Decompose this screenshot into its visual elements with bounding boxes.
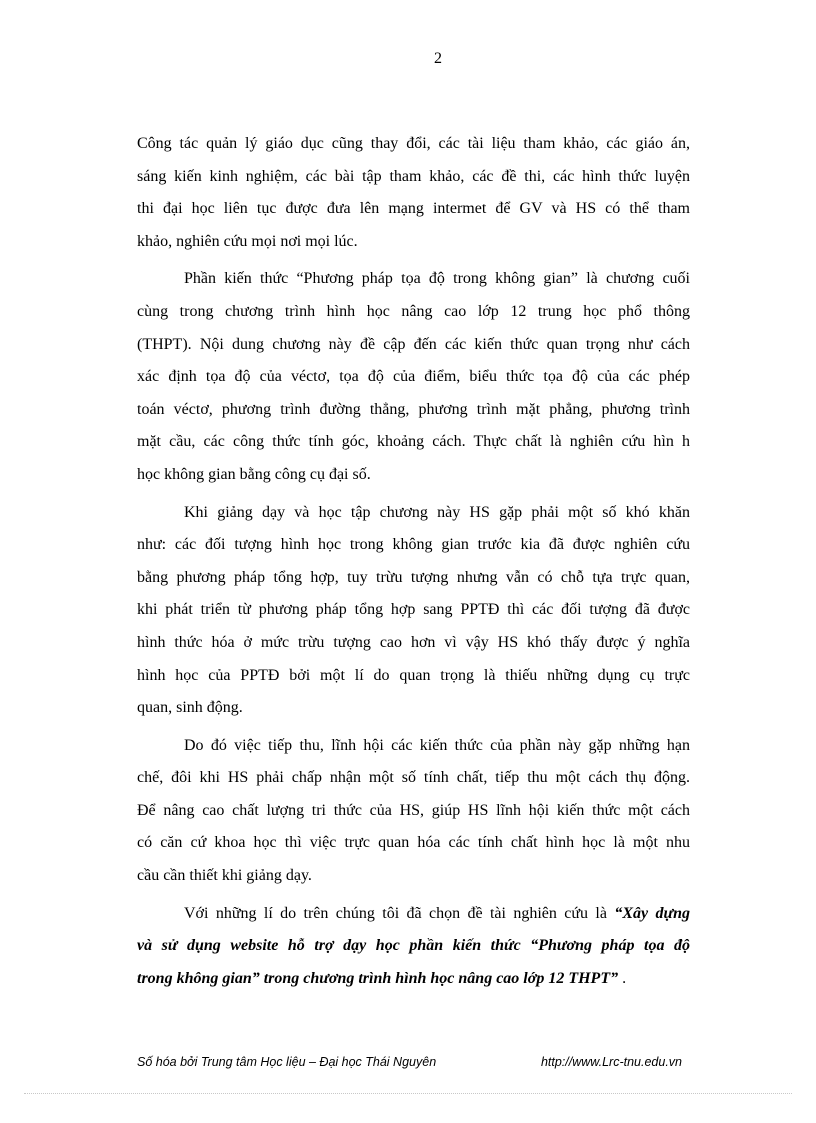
text-line: khi phát triển từ phương pháp tổng hợp sang PPTĐ thì các đối tượng đã được — [137, 601, 690, 619]
text-line: thi đại học liên tục được đưa lên mạng intermet để GV và HS có thể tham — [137, 200, 690, 218]
text-line: Khi giảng dạy và học tập chương này HS gặp phải một số khó khăn — [184, 503, 690, 521]
footer-website-link[interactable]: http://www.Lrc-tnu.edu.vn — [540, 1055, 682, 1069]
paragraph-3 — [137, 497, 690, 725]
thesis-intro-text: Với những lí do trên chúng tôi đã chọn đề tài nghiên cứu là — [184, 904, 615, 922]
text-line: học không gian bằng công cụ đại số. — [137, 465, 371, 483]
text-line: có căn cứ khoa học thì việc trực quan hóa các tính chất hình học là một nhu — [137, 834, 690, 852]
text-line: cầu cần thiết khi giảng dạy. — [137, 867, 312, 885]
text-line: xác định tọa độ của véctơ, tọa độ của điểm, biểu thức tọa độ của các phép — [137, 368, 690, 386]
text-line: Phần kiến thức “Phương pháp tọa độ trong không gian” là chương cuối — [184, 270, 690, 288]
paragraph-4 — [137, 730, 690, 893]
text-line: toán véctơ, phương trình đường thẳng, phương trình mặt phẳng, phương trình — [137, 400, 690, 418]
text-line: chế, đôi khi HS phải chấp nhận một số tính chất, tiếp thu một cách thụ động. — [137, 769, 690, 787]
paragraph-5 — [137, 898, 690, 996]
page-bottom-divider — [24, 1093, 792, 1094]
text-line — [137, 963, 690, 996]
text-line: bằng phương pháp tổng hợp, tuy trừu tượng nhưng vẫn có chỗ tựa trực quan, — [137, 568, 690, 586]
text-line: hình học của PPTĐ bởi một lí do quan trọng là thiếu những dụng cụ trực — [137, 666, 690, 684]
thesis-title-part-2: và sử dụng website hỗ trợ dạy học phần kiến thức “Phương pháp tọa độ — [137, 937, 690, 955]
text-line: sáng kiến kinh nghiệm, các bài tập tham khảo, các đề thi, các hình thức luyện — [137, 167, 690, 185]
document-body — [137, 128, 690, 1000]
text-line: Để nâng cao chất lượng tri thức của HS, giúp HS lĩnh hội kiến thức một cách — [137, 801, 690, 819]
text-line: Do đó việc tiếp thu, lĩnh hội các kiến thức của phần này gặp những hạn — [184, 736, 690, 754]
text-line: như: các đối tượng hình học trong không gian trước kia đã được nghiên cứu — [137, 536, 690, 554]
text-line: (THPT). Nội dung chương này đề cập đến các kiến thức quan trọng như cách — [137, 335, 690, 353]
text-line: khảo, nghiên cứu mọi nơi mọi lúc. — [137, 232, 358, 250]
text-line: Công tác quản lý giáo dục cũng thay đổi, các tài liệu tham khảo, các giáo án, — [137, 135, 690, 152]
paragraph-2 — [137, 263, 690, 491]
text-line: hình thức hóa ở mức trừu tượng cao hơn vì vậy HS khó thấy được ý nghĩa — [137, 633, 690, 651]
page-number: 2 — [434, 50, 442, 67]
text-line: cùng trong chương trình hình học nâng cao lớp 12 trung học phổ thông — [137, 302, 690, 320]
thesis-title-part-1: “Xây dựng — [614, 904, 690, 922]
sentence-end: . — [618, 969, 627, 987]
footer-digitized-by: Số hóa bởi Trung tâm Học liệu – Đại học Thái Nguyên — [137, 1055, 437, 1069]
text-line — [137, 898, 690, 931]
paragraph-1 — [137, 128, 690, 258]
text-line: mặt cầu, các công thức tính góc, khoảng cách. Thực chất là nghiên cứu hìn h — [137, 433, 690, 451]
thesis-title-part-3: trong không gian” trong chương trình hình học nâng cao lớp 12 THPT” — [137, 969, 619, 987]
text-line: quan, sinh động. — [137, 699, 243, 717]
